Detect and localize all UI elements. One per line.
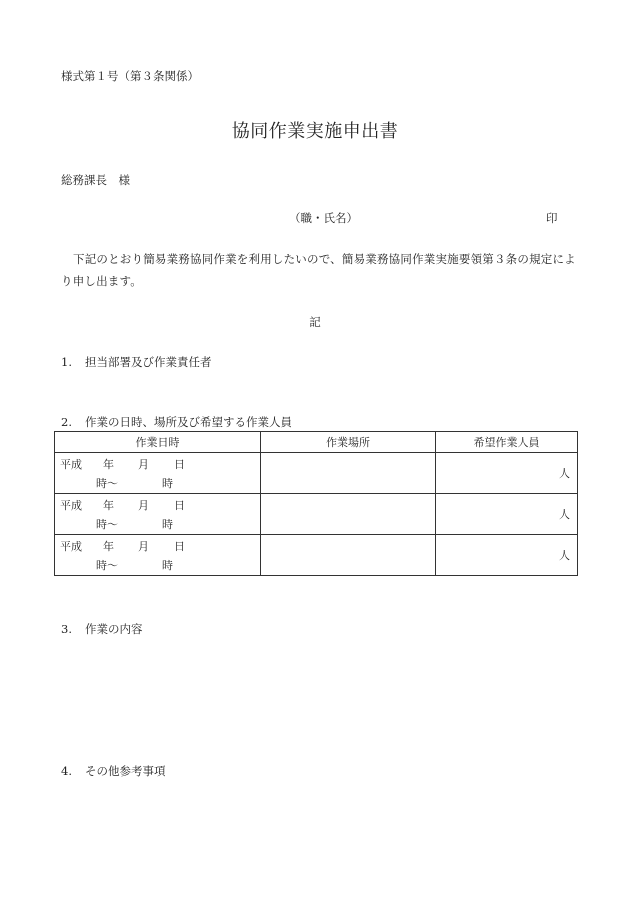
year-label: 年 <box>103 499 114 512</box>
era-label: 平成 <box>60 458 82 471</box>
month-label: 月 <box>138 458 149 471</box>
document-title: 協同作業実施申出書 <box>231 121 399 142</box>
section-4 <box>61 763 166 779</box>
time-line <box>96 516 173 532</box>
applicant-name-label: （職・氏名） <box>289 211 358 225</box>
date-line <box>60 456 185 472</box>
form-number: 様式第１号（第３条関係） <box>61 69 199 83</box>
person-unit: 人 <box>559 508 570 521</box>
workers-cell[interactable] <box>436 453 578 494</box>
section-1 <box>61 354 212 370</box>
seal-label: 印 <box>546 211 558 225</box>
table-header-row <box>55 432 578 453</box>
day-label: 日 <box>174 540 185 553</box>
datetime-cell[interactable] <box>55 453 261 494</box>
table-row <box>55 453 578 494</box>
section-3 <box>61 621 143 637</box>
section-number: 4. <box>61 764 72 778</box>
month-label: 月 <box>138 540 149 553</box>
section-title: 担当部署及び作業責任者 <box>85 355 212 369</box>
body-text: 下記のとおり簡易業務協同作業を利用したいので、簡易業務協同作業実施要領第３条の規定により申し出ます。 <box>61 252 576 288</box>
section-2 <box>61 414 292 430</box>
datetime-cell[interactable] <box>55 535 261 576</box>
month-label: 月 <box>138 499 149 512</box>
time-from-label: 時〜 <box>96 477 118 490</box>
time-to-label: 時 <box>162 559 173 572</box>
section-number: 1. <box>61 355 72 369</box>
time-line <box>96 475 173 491</box>
work-request-table <box>54 431 578 576</box>
column-header: 希望作業人員 <box>436 432 578 453</box>
place-cell[interactable] <box>261 494 436 535</box>
era-label: 平成 <box>60 499 82 512</box>
place-cell[interactable] <box>261 535 436 576</box>
table-row <box>55 494 578 535</box>
section-number: 2. <box>61 415 72 429</box>
year-label: 年 <box>103 458 114 471</box>
year-label: 年 <box>103 540 114 553</box>
datetime-cell[interactable] <box>55 494 261 535</box>
section-title: その他参考事項 <box>85 764 166 778</box>
ki-label: 記 <box>309 315 321 329</box>
section-title: 作業の日時、場所及び希望する作業人員 <box>85 415 292 429</box>
time-line <box>96 557 173 573</box>
person-unit: 人 <box>559 467 570 480</box>
section-title: 作業の内容 <box>85 622 143 636</box>
person-unit: 人 <box>559 549 570 562</box>
era-label: 平成 <box>60 540 82 553</box>
time-from-label: 時〜 <box>96 518 118 531</box>
table-row <box>55 535 578 576</box>
time-to-label: 時 <box>162 518 173 531</box>
day-label: 日 <box>174 499 185 512</box>
date-line <box>60 538 185 554</box>
column-header: 作業日時 <box>55 432 261 453</box>
time-to-label: 時 <box>162 477 173 490</box>
date-line <box>60 497 185 513</box>
addressee: 総務課長 様 <box>61 173 130 187</box>
workers-cell[interactable] <box>436 494 578 535</box>
day-label: 日 <box>174 458 185 471</box>
time-from-label: 時〜 <box>96 559 118 572</box>
workers-cell[interactable] <box>436 535 578 576</box>
section-number: 3. <box>61 622 72 636</box>
place-cell[interactable] <box>261 453 436 494</box>
column-header: 作業場所 <box>261 432 436 453</box>
